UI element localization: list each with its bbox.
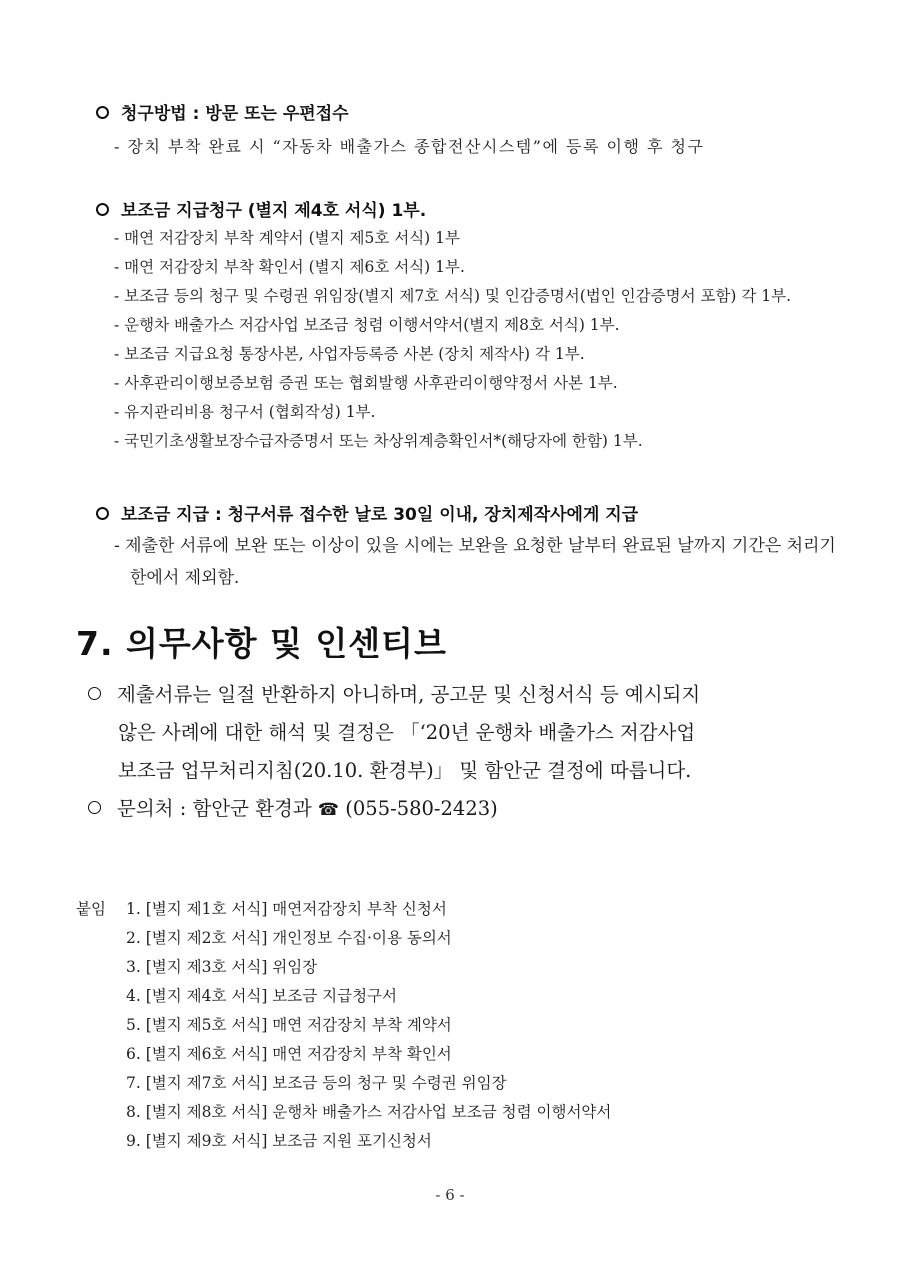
list-item: 5. [별지 제5호 서식] 매연 저감장치 부착 계약서 (126, 1016, 452, 1034)
section-heading: 청구방법 : 방문 또는 우편접수 (96, 101, 846, 127)
page-number: - 6 - (435, 1186, 465, 1204)
list-item: - 보조금 등의 청구 및 수령권 위임장(별지 제7호 서식) 및 인감증명서(법인 인감증명서 포함) 각 1부. (114, 287, 792, 305)
list-item: - 국민기초생활보장수급자증명서 또는 차상위계층확인서*(해당자에 한함) 1부. (114, 432, 643, 450)
section-required-documents (96, 198, 846, 456)
circle-bullet-icon (96, 203, 109, 216)
circle-bullet-icon (96, 106, 109, 119)
circle-bullet-icon (88, 687, 101, 700)
list-item: - 매연 저감장치 부착 확인서 (별지 제6호 서식) 1부. (114, 258, 465, 276)
section-7-title: 7. 의무사항 및 인센티브 (76, 624, 447, 663)
list-item: 9. [별지 제9호 서식] 보조금 지원 포기신청서 (126, 1132, 432, 1150)
list-item: 3. [별지 제3호 서식] 위임장 (126, 958, 318, 976)
list-item: 2. [별지 제2호 서식] 개인정보 수집·이용 동의서 (126, 929, 452, 947)
list-item: 7. [별지 제7호 서식] 보조금 등의 청구 및 수령권 위임장 (126, 1074, 507, 1092)
list-item: - 제출한 서류에 보완 또는 이상이 있을 시에는 보완을 요청한 날부터 완료된 날까지 기간은 처리기한에서 제외함. (114, 536, 836, 588)
list-item: - 유지관리비용 청구서 (협회작성) 1부. (114, 403, 376, 421)
list-item: - 장치 부착 완료 시 “자동차 배출가스 종합전산시스템”에 등록 이행 후 청구 (114, 137, 705, 156)
section-payment (96, 502, 846, 594)
attachments-label: 붙임 (76, 900, 106, 918)
section-7-body (88, 676, 848, 829)
obligation-paragraph: 제출서류는 일절 반환하지 아니하며, 공고문 및 신청서식 등 예시되지 않은 사례에 대한 해석 및 결정은 「‘20년 운행차 배출가스 저감사업 보조금 업무처리지침(20.10. 환경부)」 및 함안군 결정에 따릅니다. (88, 676, 848, 790)
circle-bullet-icon (96, 507, 109, 520)
circle-bullet-icon (88, 801, 101, 814)
attachments-list (76, 895, 856, 1156)
list-item: 4. [별지 제4호 서식] 보조금 지급청구서 (126, 987, 398, 1005)
list-item: 6. [별지 제6호 서식] 매연 저감장치 부착 확인서 (126, 1045, 452, 1063)
list-item: - 사후관리이행보증보험 증권 또는 협회발행 사후관리이행약정서 사본 1부. (114, 374, 618, 392)
list-item: - 운행차 배출가스 저감사업 보조금 청렴 이행서약서(별지 제8호 서식) 1부. (114, 316, 620, 334)
contact-number: (055-580-2423) (345, 797, 498, 820)
phone-icon: ☎ (317, 800, 340, 820)
list-item: - 보조금 지급요청 통장사본, 사업자등록증 사본 (장치 제작사) 각 1부. (114, 345, 585, 363)
list-item: 붙임 1. [별지 제1호 서식] 매연저감장치 부착 신청서 (76, 895, 856, 924)
list-item: - 매연 저감장치 부착 계약서 (별지 제5호 서식) 1부 (114, 229, 460, 247)
section-claim-method (96, 101, 846, 162)
contact-line: 문의처 : 함안군 환경과 ☎ (055-580-2423) (88, 790, 848, 829)
section-heading: 보조금 지급청구 (별지 제4호 서식) 1부. (96, 198, 846, 224)
list-item: 8. [별지 제8호 서식] 운행차 배출가스 저감사업 보조금 청렴 이행서약서 (126, 1103, 612, 1121)
section-heading: 보조금 지급 : 청구서류 접수한 날로 30일 이내, 장치제작사에게 지급 (96, 502, 846, 528)
